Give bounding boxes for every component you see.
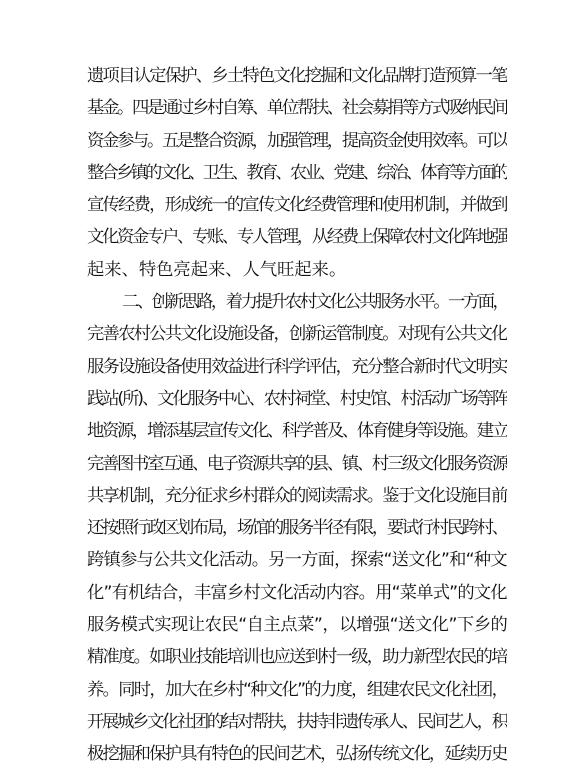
text-line: 养。同时，加大在乡村“种文化”的力度，组建农民文化社团， (87, 679, 507, 700)
text-line: 服务模式实现让农民“自主点菜”，以增强“送文化”下乡的 (87, 615, 507, 636)
text-line: 二、创新思路，着力提升农村文化公共服务水平。一方面， (122, 292, 507, 313)
text-line: 文化资金专户、专账、专人管理，从经费上保障农村文化阵地强 (87, 227, 507, 248)
text-line: 资金参与。五是整合资源，加强管理，提高资金使用效率。可以 (87, 130, 507, 151)
body-text (87, 60, 507, 771)
text-line: 化”有机结合，丰富乡村文化活动内容。用“菜单式”的文化 (87, 582, 507, 603)
text-line: 基金。四是通过乡村自筹、单位帮扶、社会募捐等方式吸纳民间 (87, 98, 507, 119)
text-line: 跨镇参与公共文化活动。另一方面，探索“送文化”和“种文 (87, 550, 507, 571)
text-line: 服务设施设备使用效益进行科学评估，充分整合新时代文明实 (87, 356, 507, 377)
text-line: 共享机制，充分征求乡村群众的阅读需求。鉴于文化设施目前 (87, 485, 507, 506)
text-line: 遗项目认定保护、乡土特色文化挖掘和文化品牌打造预算一笔 (87, 66, 507, 86)
text-line: 起来、特色亮起来、人气旺起来。 (87, 259, 347, 280)
text-line: 整合乡镇的文化、卫生、教育、农业、党建、综治、体育等方面的 (87, 162, 507, 183)
text-line: 践站(所)、文化服务中心、农村祠堂、村史馆、村活动广场等阵 (87, 388, 507, 409)
text-line: 完善图书室互通、电子资源共享的县、镇、村三级文化服务资源 (87, 453, 507, 474)
text-line: 还按照行政区划布局，场馆的服务半径有限，要试行村民跨村、 (87, 518, 507, 539)
text-line: 开展城乡文化社团的结对帮扶，扶持非遗传承人、民间艺人，积 (87, 711, 507, 732)
text-line: 宣传经费，形成统一的宣传文化经费管理和使用机制，并做到 (87, 195, 507, 216)
text-line: 极挖掘和保护具有特色的民间艺术，弘扬传统文化，延续历史 (87, 744, 507, 765)
text-line: 地资源，增添基层宣传文化、科学普及、体育健身等设施。建立 (87, 421, 507, 442)
text-line: 精准度。如职业技能培训也应送到村一级，助力新型农民的培 (87, 647, 507, 668)
text-line: 完善农村公共文化设施设备，创新运管制度。对现有公共文化 (87, 324, 507, 345)
